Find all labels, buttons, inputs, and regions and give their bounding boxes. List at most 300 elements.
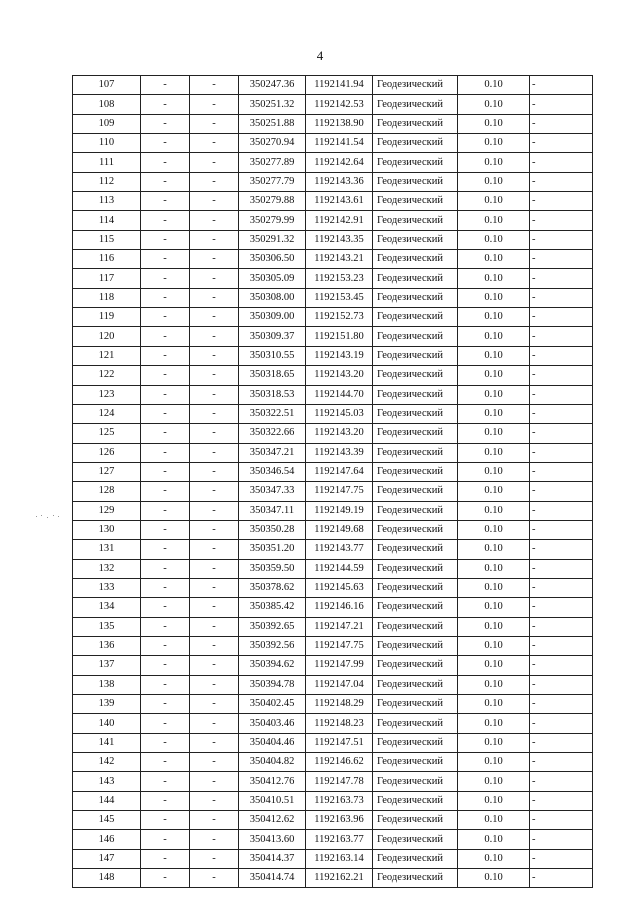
dash-cell: -	[190, 134, 239, 153]
dash-cell: -	[141, 578, 190, 597]
y-coordinate-cell: 1192143.36	[306, 172, 373, 191]
method-cell: Геодезический	[373, 385, 458, 404]
dash-cell: -	[190, 578, 239, 597]
y-coordinate-cell: 1192144.59	[306, 559, 373, 578]
table-row	[73, 211, 593, 230]
point-number-cell: 117	[73, 269, 141, 288]
x-coordinate-cell: 350412.62	[239, 811, 306, 830]
method-cell: Геодезический	[373, 811, 458, 830]
note-cell: -	[530, 791, 593, 810]
x-coordinate-cell: 350310.55	[239, 346, 306, 365]
table-row	[73, 501, 593, 520]
note-cell: -	[530, 578, 593, 597]
x-coordinate-cell: 350413.60	[239, 830, 306, 849]
x-coordinate-cell: 350359.50	[239, 559, 306, 578]
note-cell: -	[530, 753, 593, 772]
dash-cell: -	[141, 617, 190, 636]
note-cell: -	[530, 95, 593, 114]
point-number-cell: 140	[73, 714, 141, 733]
dash-cell: -	[141, 849, 190, 868]
note-cell: -	[530, 540, 593, 559]
table-row	[73, 346, 593, 365]
table-row	[73, 76, 593, 95]
y-coordinate-cell: 1192147.21	[306, 617, 373, 636]
x-coordinate-cell: 350318.65	[239, 366, 306, 385]
table-row	[73, 636, 593, 655]
x-coordinate-cell: 350351.20	[239, 540, 306, 559]
table-row	[73, 753, 593, 772]
x-coordinate-cell: 350410.51	[239, 791, 306, 810]
note-cell: -	[530, 424, 593, 443]
point-number-cell: 112	[73, 172, 141, 191]
dash-cell: -	[141, 327, 190, 346]
x-coordinate-cell: 350412.76	[239, 772, 306, 791]
x-coordinate-cell: 350404.82	[239, 753, 306, 772]
method-cell: Геодезический	[373, 95, 458, 114]
method-cell: Геодезический	[373, 211, 458, 230]
dash-cell: -	[190, 753, 239, 772]
dash-cell: -	[141, 443, 190, 462]
point-number-cell: 139	[73, 695, 141, 714]
dash-cell: -	[141, 482, 190, 501]
note-cell: -	[530, 714, 593, 733]
y-coordinate-cell: 1192149.19	[306, 501, 373, 520]
table-row	[73, 462, 593, 481]
table-row	[73, 424, 593, 443]
dash-cell: -	[141, 714, 190, 733]
dash-cell: -	[190, 656, 239, 675]
accuracy-cell: 0.10	[458, 675, 530, 694]
point-number-cell: 118	[73, 288, 141, 307]
table-row	[73, 695, 593, 714]
accuracy-cell: 0.10	[458, 308, 530, 327]
accuracy-cell: 0.10	[458, 346, 530, 365]
point-number-cell: 134	[73, 598, 141, 617]
method-cell: Геодезический	[373, 540, 458, 559]
method-cell: Геодезический	[373, 114, 458, 133]
method-cell: Геодезический	[373, 327, 458, 346]
table-row	[73, 134, 593, 153]
table-row	[73, 385, 593, 404]
x-coordinate-cell: 350306.50	[239, 250, 306, 269]
point-number-cell: 148	[73, 869, 141, 888]
x-coordinate-cell: 350305.09	[239, 269, 306, 288]
accuracy-cell: 0.10	[458, 656, 530, 675]
accuracy-cell: 0.10	[458, 192, 530, 211]
dash-cell: -	[190, 695, 239, 714]
point-number-cell: 135	[73, 617, 141, 636]
y-coordinate-cell: 1192147.99	[306, 656, 373, 675]
accuracy-cell: 0.10	[458, 76, 530, 95]
accuracy-cell: 0.10	[458, 559, 530, 578]
table-row	[73, 153, 593, 172]
x-coordinate-cell: 350309.00	[239, 308, 306, 327]
dash-cell: -	[141, 250, 190, 269]
method-cell: Геодезический	[373, 598, 458, 617]
method-cell: Геодезический	[373, 830, 458, 849]
table-row	[73, 288, 593, 307]
method-cell: Геодезический	[373, 462, 458, 481]
dash-cell: -	[141, 172, 190, 191]
dash-cell: -	[141, 269, 190, 288]
y-coordinate-cell: 1192153.45	[306, 288, 373, 307]
dash-cell: -	[190, 540, 239, 559]
point-number-cell: 137	[73, 656, 141, 675]
table-row	[73, 540, 593, 559]
method-cell: Геодезический	[373, 733, 458, 752]
dash-cell: -	[141, 520, 190, 539]
table-row	[73, 617, 593, 636]
dash-cell: -	[141, 733, 190, 752]
y-coordinate-cell: 1192148.23	[306, 714, 373, 733]
note-cell: -	[530, 772, 593, 791]
method-cell: Геодезический	[373, 404, 458, 423]
method-cell: Геодезический	[373, 617, 458, 636]
accuracy-cell: 0.10	[458, 733, 530, 752]
dash-cell: -	[190, 559, 239, 578]
point-number-cell: 147	[73, 849, 141, 868]
y-coordinate-cell: 1192147.75	[306, 636, 373, 655]
table-row	[73, 714, 593, 733]
accuracy-cell: 0.10	[458, 482, 530, 501]
method-cell: Геодезический	[373, 520, 458, 539]
dash-cell: -	[190, 617, 239, 636]
note-cell: -	[530, 366, 593, 385]
dash-cell: -	[190, 76, 239, 95]
point-number-cell: 136	[73, 636, 141, 655]
y-coordinate-cell: 1192152.73	[306, 308, 373, 327]
accuracy-cell: 0.10	[458, 617, 530, 636]
y-coordinate-cell: 1192142.53	[306, 95, 373, 114]
x-coordinate-cell: 350403.46	[239, 714, 306, 733]
y-coordinate-cell: 1192141.94	[306, 76, 373, 95]
accuracy-cell: 0.10	[458, 598, 530, 617]
point-number-cell: 113	[73, 192, 141, 211]
method-cell: Геодезический	[373, 192, 458, 211]
accuracy-cell: 0.10	[458, 114, 530, 133]
table-row	[73, 830, 593, 849]
point-number-cell: 122	[73, 366, 141, 385]
accuracy-cell: 0.10	[458, 578, 530, 597]
x-coordinate-cell: 350402.45	[239, 695, 306, 714]
note-cell: -	[530, 733, 593, 752]
table-row	[73, 95, 593, 114]
note-cell: -	[530, 830, 593, 849]
dash-cell: -	[141, 753, 190, 772]
dash-cell: -	[190, 230, 239, 249]
point-number-cell: 110	[73, 134, 141, 153]
y-coordinate-cell: 1192147.51	[306, 733, 373, 752]
x-coordinate-cell: 350247.36	[239, 76, 306, 95]
point-number-cell: 133	[73, 578, 141, 597]
x-coordinate-cell: 350350.28	[239, 520, 306, 539]
dash-cell: -	[141, 385, 190, 404]
note-cell: -	[530, 192, 593, 211]
note-cell: -	[530, 114, 593, 133]
method-cell: Геодезический	[373, 250, 458, 269]
note-cell: -	[530, 598, 593, 617]
accuracy-cell: 0.10	[458, 830, 530, 849]
dash-cell: -	[141, 366, 190, 385]
table-row	[73, 269, 593, 288]
dash-cell: -	[141, 656, 190, 675]
y-coordinate-cell: 1192143.20	[306, 366, 373, 385]
accuracy-cell: 0.10	[458, 540, 530, 559]
y-coordinate-cell: 1192143.21	[306, 250, 373, 269]
y-coordinate-cell: 1192162.21	[306, 869, 373, 888]
dash-cell: -	[141, 134, 190, 153]
table-row	[73, 869, 593, 888]
method-cell: Геодезический	[373, 230, 458, 249]
dash-cell: -	[190, 269, 239, 288]
note-cell: -	[530, 849, 593, 868]
accuracy-cell: 0.10	[458, 714, 530, 733]
dash-cell: -	[190, 366, 239, 385]
y-coordinate-cell: 1192143.35	[306, 230, 373, 249]
dash-cell: -	[190, 308, 239, 327]
dash-cell: -	[190, 443, 239, 462]
x-coordinate-cell: 350277.89	[239, 153, 306, 172]
method-cell: Геодезический	[373, 559, 458, 578]
table-row	[73, 578, 593, 597]
point-number-cell: 127	[73, 462, 141, 481]
y-coordinate-cell: 1192141.54	[306, 134, 373, 153]
table-row	[73, 250, 593, 269]
x-coordinate-cell: 350394.78	[239, 675, 306, 694]
y-coordinate-cell: 1192138.90	[306, 114, 373, 133]
x-coordinate-cell: 350308.00	[239, 288, 306, 307]
x-coordinate-cell: 350347.21	[239, 443, 306, 462]
method-cell: Геодезический	[373, 424, 458, 443]
table-row	[73, 308, 593, 327]
note-cell: -	[530, 869, 593, 888]
table-row	[73, 230, 593, 249]
note-cell: -	[530, 695, 593, 714]
dash-cell: -	[141, 153, 190, 172]
accuracy-cell: 0.10	[458, 288, 530, 307]
dash-cell: -	[190, 482, 239, 501]
accuracy-cell: 0.10	[458, 134, 530, 153]
point-number-cell: 111	[73, 153, 141, 172]
x-coordinate-cell: 350392.56	[239, 636, 306, 655]
method-cell: Геодезический	[373, 578, 458, 597]
dash-cell: -	[190, 114, 239, 133]
dash-cell: -	[141, 346, 190, 365]
table-row	[73, 327, 593, 346]
method-cell: Геодезический	[373, 772, 458, 791]
dash-cell: -	[190, 211, 239, 230]
dash-cell: -	[141, 559, 190, 578]
accuracy-cell: 0.10	[458, 366, 530, 385]
note-cell: -	[530, 211, 593, 230]
accuracy-cell: 0.10	[458, 636, 530, 655]
x-coordinate-cell: 350385.42	[239, 598, 306, 617]
dash-cell: -	[141, 462, 190, 481]
dash-cell: -	[190, 385, 239, 404]
accuracy-cell: 0.10	[458, 869, 530, 888]
dash-cell: -	[190, 869, 239, 888]
dash-cell: -	[190, 830, 239, 849]
x-coordinate-cell: 350279.88	[239, 192, 306, 211]
y-coordinate-cell: 1192147.78	[306, 772, 373, 791]
dash-cell: -	[190, 250, 239, 269]
point-number-cell: 130	[73, 520, 141, 539]
method-cell: Геодезический	[373, 269, 458, 288]
table-row	[73, 114, 593, 133]
note-cell: -	[530, 675, 593, 694]
method-cell: Геодезический	[373, 482, 458, 501]
dash-cell: -	[141, 791, 190, 810]
dash-cell: -	[141, 598, 190, 617]
accuracy-cell: 0.10	[458, 849, 530, 868]
note-cell: -	[530, 308, 593, 327]
x-coordinate-cell: 350322.66	[239, 424, 306, 443]
method-cell: Геодезический	[373, 346, 458, 365]
note-cell: -	[530, 250, 593, 269]
accuracy-cell: 0.10	[458, 327, 530, 346]
y-coordinate-cell: 1192142.91	[306, 211, 373, 230]
accuracy-cell: 0.10	[458, 172, 530, 191]
dash-cell: -	[190, 598, 239, 617]
accuracy-cell: 0.10	[458, 462, 530, 481]
point-number-cell: 128	[73, 482, 141, 501]
table-row	[73, 172, 593, 191]
method-cell: Геодезический	[373, 443, 458, 462]
y-coordinate-cell: 1192145.03	[306, 404, 373, 423]
x-coordinate-cell: 350394.62	[239, 656, 306, 675]
note-cell: -	[530, 443, 593, 462]
point-number-cell: 124	[73, 404, 141, 423]
x-coordinate-cell: 350251.32	[239, 95, 306, 114]
point-number-cell: 143	[73, 772, 141, 791]
method-cell: Геодезический	[373, 153, 458, 172]
accuracy-cell: 0.10	[458, 753, 530, 772]
method-cell: Геодезический	[373, 791, 458, 810]
y-coordinate-cell: 1192143.19	[306, 346, 373, 365]
table-row	[73, 675, 593, 694]
table-row	[73, 772, 593, 791]
point-number-cell: 119	[73, 308, 141, 327]
scan-artifact	[36, 514, 60, 520]
x-coordinate-cell: 350277.79	[239, 172, 306, 191]
dash-cell: -	[190, 714, 239, 733]
note-cell: -	[530, 269, 593, 288]
dash-cell: -	[190, 424, 239, 443]
point-number-cell: 109	[73, 114, 141, 133]
dash-cell: -	[141, 772, 190, 791]
accuracy-cell: 0.10	[458, 772, 530, 791]
point-number-cell: 146	[73, 830, 141, 849]
x-coordinate-cell: 350318.53	[239, 385, 306, 404]
dash-cell: -	[190, 192, 239, 211]
method-cell: Геодезический	[373, 288, 458, 307]
y-coordinate-cell: 1192142.64	[306, 153, 373, 172]
dash-cell: -	[190, 733, 239, 752]
dash-cell: -	[190, 404, 239, 423]
dash-cell: -	[141, 424, 190, 443]
dash-cell: -	[141, 869, 190, 888]
note-cell: -	[530, 482, 593, 501]
note-cell: -	[530, 811, 593, 830]
note-cell: -	[530, 462, 593, 481]
dash-cell: -	[190, 772, 239, 791]
accuracy-cell: 0.10	[458, 385, 530, 404]
y-coordinate-cell: 1192151.80	[306, 327, 373, 346]
y-coordinate-cell: 1192143.77	[306, 540, 373, 559]
dash-cell: -	[141, 636, 190, 655]
note-cell: -	[530, 501, 593, 520]
x-coordinate-cell: 350270.94	[239, 134, 306, 153]
dash-cell: -	[190, 636, 239, 655]
note-cell: -	[530, 559, 593, 578]
dash-cell: -	[141, 76, 190, 95]
point-number-cell: 126	[73, 443, 141, 462]
x-coordinate-cell: 350346.54	[239, 462, 306, 481]
dash-cell: -	[141, 211, 190, 230]
table-row	[73, 849, 593, 868]
note-cell: -	[530, 656, 593, 675]
table-row	[73, 443, 593, 462]
method-cell: Геодезический	[373, 714, 458, 733]
point-number-cell: 115	[73, 230, 141, 249]
dash-cell: -	[190, 95, 239, 114]
table-row	[73, 559, 593, 578]
dash-cell: -	[141, 230, 190, 249]
y-coordinate-cell: 1192143.20	[306, 424, 373, 443]
page-number: 4	[316, 48, 324, 63]
point-number-cell: 107	[73, 76, 141, 95]
y-coordinate-cell: 1192149.68	[306, 520, 373, 539]
table-row	[73, 192, 593, 211]
point-number-cell: 138	[73, 675, 141, 694]
accuracy-cell: 0.10	[458, 501, 530, 520]
note-cell: -	[530, 404, 593, 423]
x-coordinate-cell: 350291.32	[239, 230, 306, 249]
accuracy-cell: 0.10	[458, 95, 530, 114]
dash-cell: -	[141, 308, 190, 327]
dash-cell: -	[190, 811, 239, 830]
x-coordinate-cell: 350309.37	[239, 327, 306, 346]
y-coordinate-cell: 1192147.75	[306, 482, 373, 501]
point-number-cell: 131	[73, 540, 141, 559]
method-cell: Геодезический	[373, 172, 458, 191]
dash-cell: -	[141, 675, 190, 694]
y-coordinate-cell: 1192163.77	[306, 830, 373, 849]
accuracy-cell: 0.10	[458, 153, 530, 172]
table-row	[73, 482, 593, 501]
dash-cell: -	[141, 404, 190, 423]
dash-cell: -	[141, 95, 190, 114]
point-number-cell: 145	[73, 811, 141, 830]
dash-cell: -	[141, 695, 190, 714]
method-cell: Геодезический	[373, 134, 458, 153]
coordinates-table	[72, 75, 593, 888]
dash-cell: -	[141, 811, 190, 830]
y-coordinate-cell: 1192143.39	[306, 443, 373, 462]
accuracy-cell: 0.10	[458, 230, 530, 249]
dash-cell: -	[190, 791, 239, 810]
method-cell: Геодезический	[373, 695, 458, 714]
method-cell: Геодезический	[373, 869, 458, 888]
point-number-cell: 120	[73, 327, 141, 346]
method-cell: Геодезический	[373, 753, 458, 772]
dash-cell: -	[190, 327, 239, 346]
method-cell: Геодезический	[373, 76, 458, 95]
y-coordinate-cell: 1192153.23	[306, 269, 373, 288]
y-coordinate-cell: 1192148.29	[306, 695, 373, 714]
note-cell: -	[530, 288, 593, 307]
note-cell: -	[530, 636, 593, 655]
